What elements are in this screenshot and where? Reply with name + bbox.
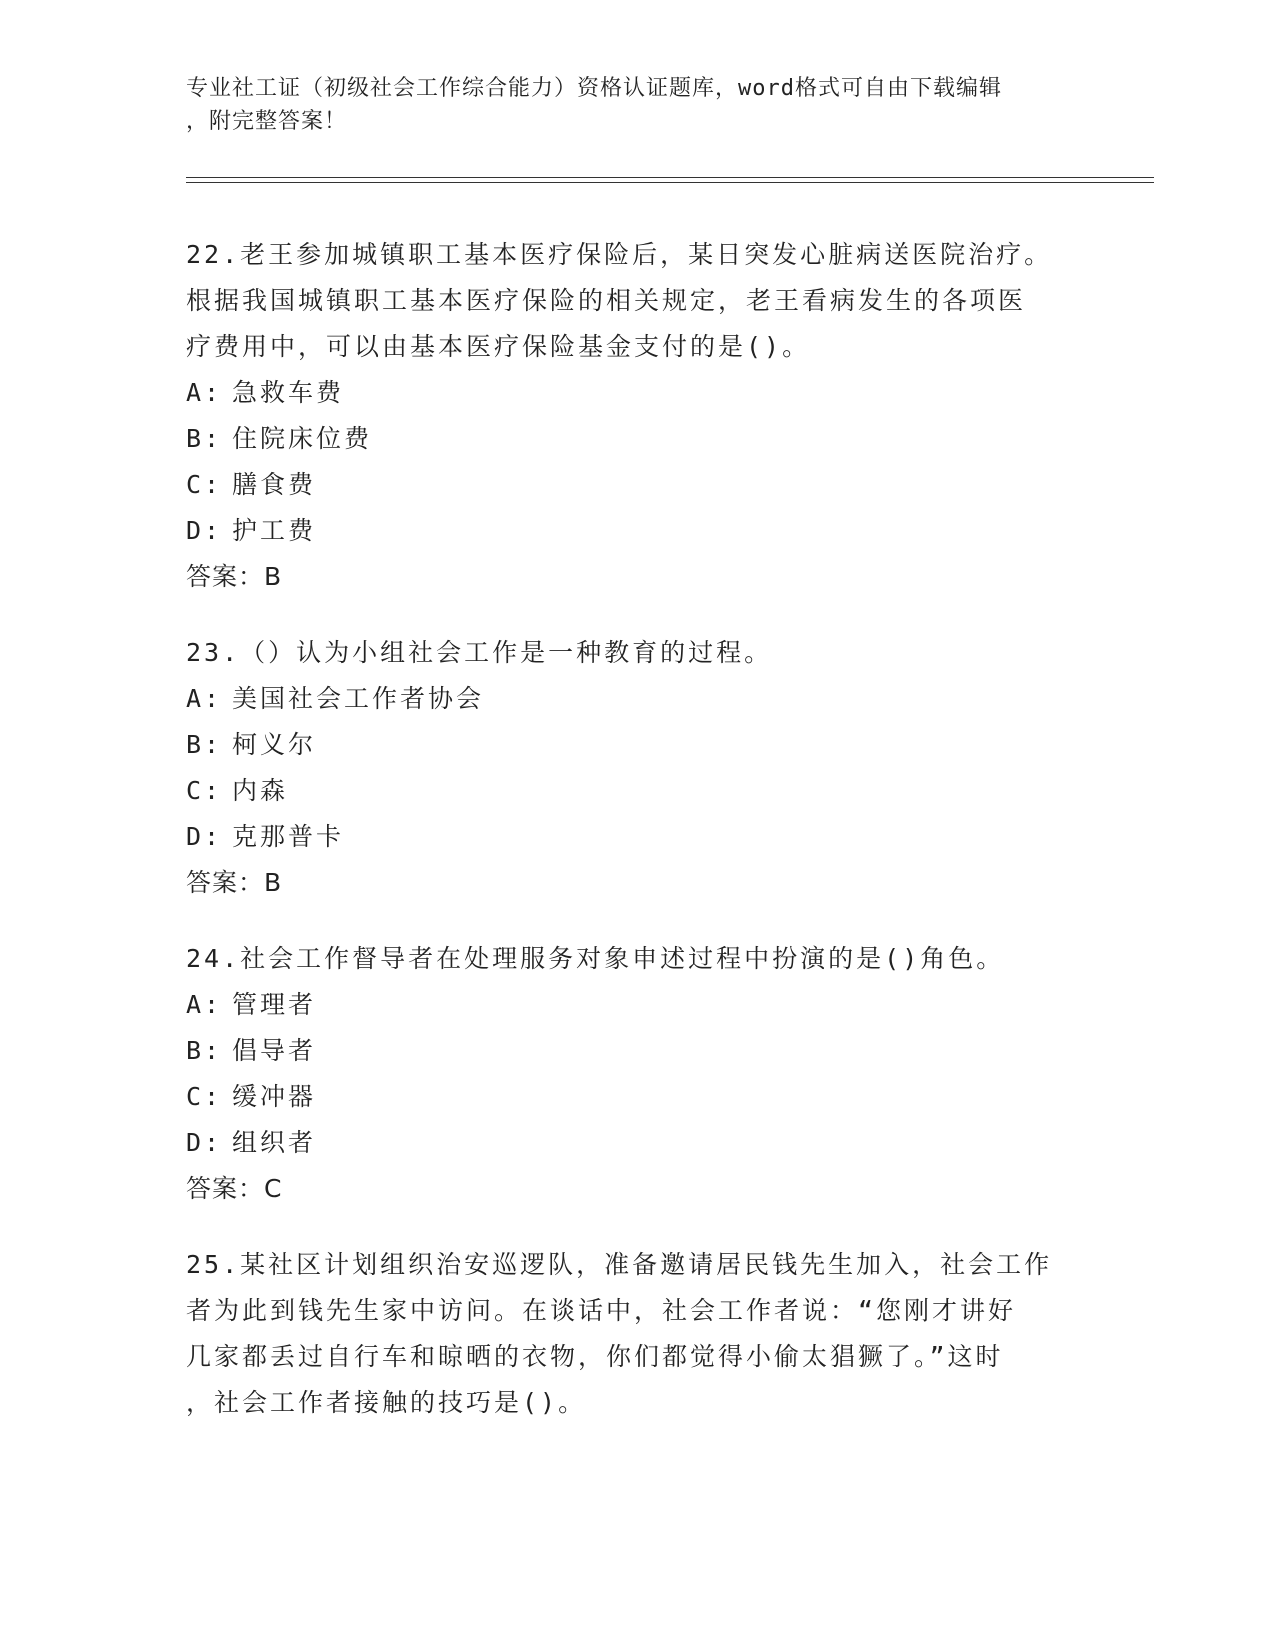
stem-line: ，社会工作者接触的技巧是()。	[186, 1388, 587, 1417]
option-a	[186, 982, 1086, 1028]
option-text: 克那普卡	[232, 822, 345, 851]
answer-line: 答案：B	[186, 868, 283, 897]
option-text: 柯义尔	[232, 730, 317, 759]
option-c	[186, 1074, 1086, 1120]
question-list	[186, 232, 1086, 1456]
answer-line: 答案：C	[186, 1174, 283, 1203]
option-key: B:	[186, 424, 223, 453]
header-line-1: 专业社工证（初级社会工作综合能力）资格认证题库，word格式可自由下载编辑	[186, 76, 1002, 101]
stem-line: 几家都丢过自行车和晾晒的衣物，你们都觉得小偷太猖獗了。”这时	[186, 1342, 1004, 1371]
option-a	[186, 370, 1086, 416]
option-text: 管理者	[232, 990, 317, 1019]
option-text: 护工费	[232, 516, 317, 545]
option-b	[186, 416, 1086, 462]
stem-line: 22.老王参加城镇职工基本医疗保险后，某日突发心脏病送医院治疗。	[186, 240, 1053, 269]
option-text: 倡导者	[232, 1036, 317, 1065]
option-text: 急救车费	[232, 378, 345, 407]
option-key: A:	[186, 990, 223, 1019]
question-stem	[186, 936, 1086, 982]
stem-line: 23.（）认为小组社会工作是一种教育的过程。	[186, 638, 773, 667]
question-stem	[186, 630, 1086, 676]
option-b	[186, 722, 1086, 768]
option-d	[186, 814, 1086, 860]
option-d	[186, 1120, 1086, 1166]
option-b	[186, 1028, 1086, 1074]
stem-line: 24.社会工作督导者在处理服务对象申述过程中扮演的是()角色。	[186, 944, 1005, 973]
document-header	[186, 72, 1086, 138]
option-key: D:	[186, 516, 223, 545]
header-divider-top	[186, 177, 1154, 178]
question-22	[186, 232, 1086, 600]
header-line-2: ，附完整答案！	[186, 109, 348, 134]
option-text: 膳食费	[232, 470, 317, 499]
option-key: A:	[186, 684, 223, 713]
option-text: 内森	[232, 776, 289, 805]
option-key: D:	[186, 822, 223, 851]
question-25	[186, 1242, 1086, 1426]
option-text: 组织者	[232, 1128, 317, 1157]
answer-line: 答案：B	[186, 562, 283, 591]
option-text: 缓冲器	[232, 1082, 317, 1111]
option-key: B:	[186, 730, 223, 759]
question-stem	[186, 232, 1086, 370]
question-stem	[186, 1242, 1086, 1426]
question-24	[186, 936, 1086, 1212]
option-key: C:	[186, 776, 223, 805]
header-divider-bottom	[186, 182, 1154, 183]
option-c	[186, 768, 1086, 814]
option-key: C:	[186, 470, 223, 499]
option-d	[186, 508, 1086, 554]
stem-line: 25.某社区计划组织治安巡逻队，准备邀请居民钱先生加入，社会工作	[186, 1250, 1053, 1279]
option-a	[186, 676, 1086, 722]
option-c	[186, 462, 1086, 508]
option-key: C:	[186, 1082, 223, 1111]
option-key: B:	[186, 1036, 223, 1065]
option-text: 住院床位费	[232, 424, 373, 453]
stem-line: 根据我国城镇职工基本医疗保险的相关规定，老王看病发生的各项医	[186, 286, 1027, 315]
option-key: A:	[186, 378, 223, 407]
question-23	[186, 630, 1086, 906]
stem-line: 者为此到钱先生家中访问。在谈话中，社会工作者说：“您刚才讲好	[186, 1296, 1017, 1325]
option-key: D:	[186, 1128, 223, 1157]
stem-line: 疗费用中，可以由基本医疗保险基金支付的是()。	[186, 332, 811, 361]
option-text: 美国社会工作者协会	[232, 684, 485, 713]
